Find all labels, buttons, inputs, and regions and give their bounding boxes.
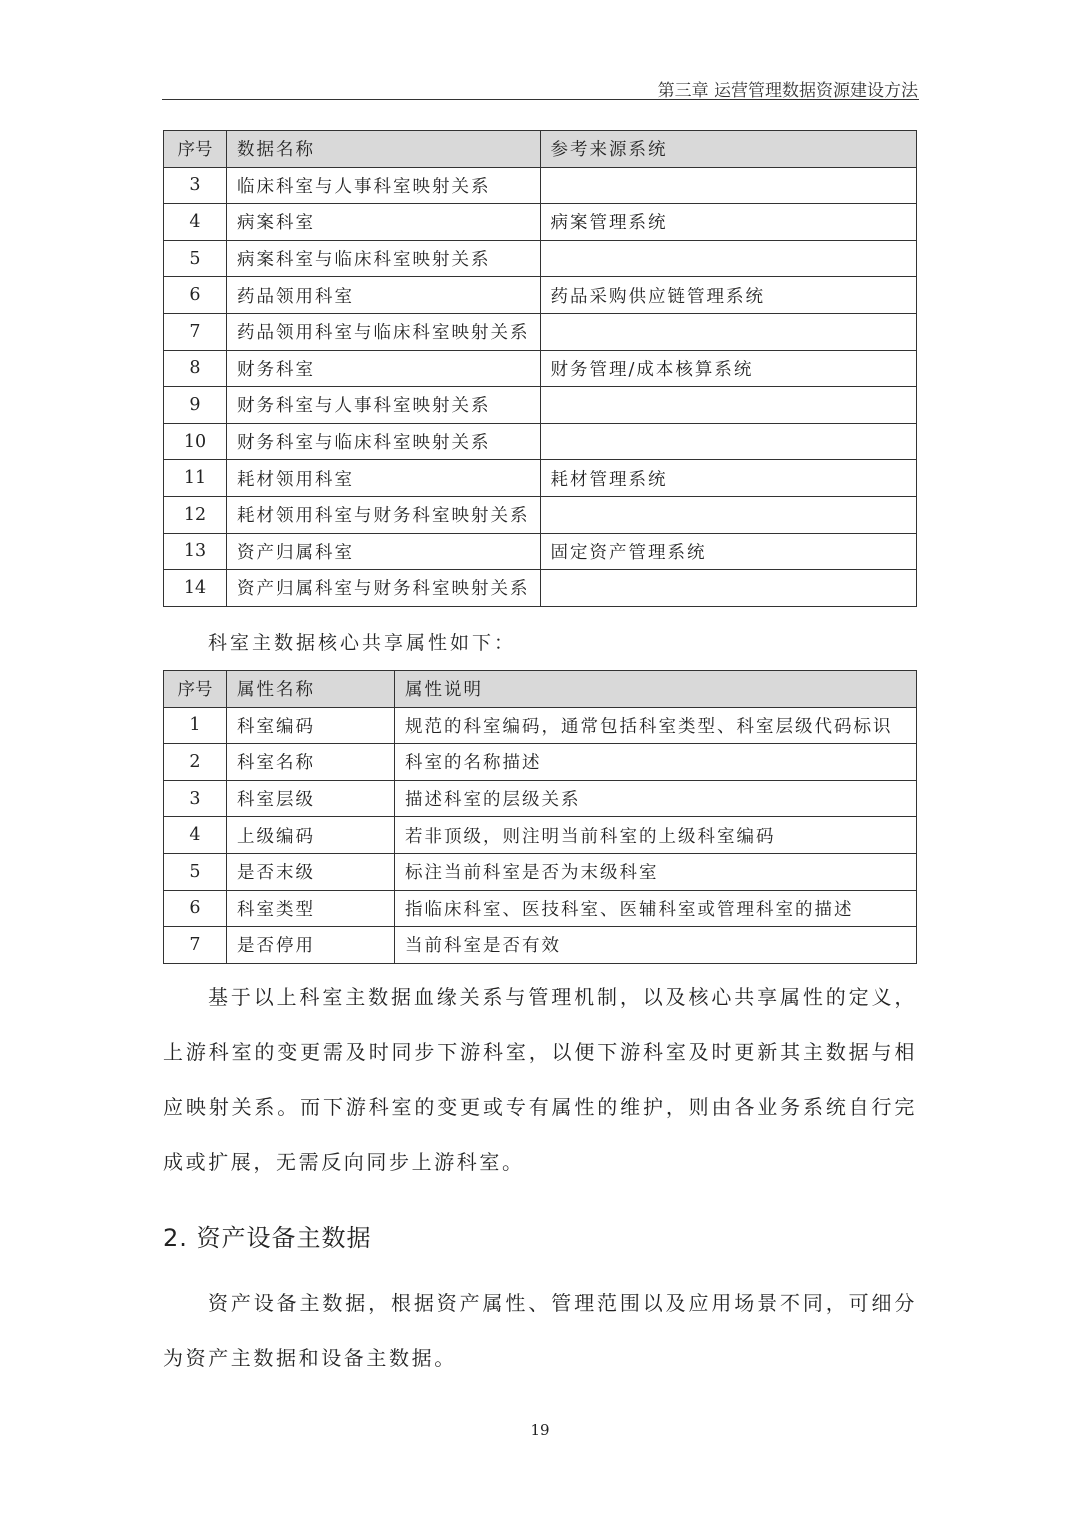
cell-data-name: 财务科室 xyxy=(227,350,541,387)
data-source-table xyxy=(163,130,917,607)
cell-index: 9 xyxy=(164,387,227,424)
cell-attribute-description: 若非顶级，则注明当前科室的上级科室编码 xyxy=(395,817,917,854)
cell-attribute-description: 标注当前科室是否为末级科室 xyxy=(395,853,917,890)
column-header-attribute-description: 属性说明 xyxy=(395,671,917,708)
attribute-table xyxy=(163,670,917,964)
data-source-table-body xyxy=(164,167,917,606)
cell-source-system: 病案管理系统 xyxy=(540,204,917,241)
cell-attribute-name: 是否停用 xyxy=(227,927,395,964)
cell-attribute-name: 是否末级 xyxy=(227,853,395,890)
cell-attribute-name: 科室编码 xyxy=(227,707,395,744)
table-row xyxy=(164,707,917,744)
cell-index: 6 xyxy=(164,277,227,314)
table-row xyxy=(164,927,917,964)
cell-index: 5 xyxy=(164,853,227,890)
cell-index: 7 xyxy=(164,313,227,350)
cell-index: 13 xyxy=(164,533,227,570)
attribute-table-body xyxy=(164,707,917,963)
cell-attribute-description: 规范的科室编码，通常包括科室类型、科室层级代码标识 xyxy=(395,707,917,744)
table-row xyxy=(164,313,917,350)
table-row xyxy=(164,570,917,607)
cell-data-name: 药品领用科室与临床科室映射关系 xyxy=(227,313,541,350)
section-heading: 2. 资产设备主数据 xyxy=(163,1224,372,1252)
cell-attribute-description: 当前科室是否有效 xyxy=(395,927,917,964)
cell-data-name: 临床科室与人事科室映射关系 xyxy=(227,167,541,204)
cell-index: 7 xyxy=(164,927,227,964)
column-header-source-system: 参考来源系统 xyxy=(540,131,917,168)
column-header-index: 序号 xyxy=(164,671,227,708)
cell-index: 12 xyxy=(164,496,227,533)
cell-attribute-name: 科室名称 xyxy=(227,744,395,781)
cell-index: 2 xyxy=(164,744,227,781)
cell-source-system: 药品采购供应链管理系统 xyxy=(540,277,917,314)
column-header-index: 序号 xyxy=(164,131,227,168)
cell-data-name: 耗材领用科室与财务科室映射关系 xyxy=(227,496,541,533)
cell-data-name: 耗材领用科室 xyxy=(227,460,541,497)
table-row xyxy=(164,167,917,204)
cell-source-system xyxy=(540,496,917,533)
column-header-data-name: 数据名称 xyxy=(227,131,541,168)
cell-index: 4 xyxy=(164,817,227,854)
table-header-row xyxy=(164,671,917,708)
cell-source-system xyxy=(540,313,917,350)
cell-data-name: 资产归属科室 xyxy=(227,533,541,570)
header-divider xyxy=(162,99,919,100)
body-paragraph-sync: 基于以上科室主数据血缘关系与管理机制，以及核心共享属性的定义，上游科室的变更需及时同步下游科室，以便下游科室及时更新其主数据与相应映射关系。而下游科室的变更或专有属性的维护，则由各业务系统自行完成或扩展，无需反向同步上游科室。 xyxy=(163,985,917,1174)
cell-index: 4 xyxy=(164,204,227,241)
cell-data-name: 财务科室与临床科室映射关系 xyxy=(227,423,541,460)
cell-attribute-description: 指临床科室、医技科室、医辅科室或管理科室的描述 xyxy=(395,890,917,927)
cell-index: 11 xyxy=(164,460,227,497)
cell-data-name: 病案科室 xyxy=(227,204,541,241)
column-header-attribute-name: 属性名称 xyxy=(227,671,395,708)
chapter-header-title: 第三章 运营管理数据资源建设方法 xyxy=(657,81,918,101)
table-row xyxy=(164,780,917,817)
table-row xyxy=(164,853,917,890)
cell-source-system xyxy=(540,570,917,607)
table-header-row xyxy=(164,131,917,168)
cell-data-name: 资产归属科室与财务科室映射关系 xyxy=(227,570,541,607)
cell-source-system xyxy=(540,387,917,424)
cell-source-system: 固定资产管理系统 xyxy=(540,533,917,570)
cell-index: 8 xyxy=(164,350,227,387)
cell-index: 1 xyxy=(164,707,227,744)
cell-index: 3 xyxy=(164,167,227,204)
cell-source-system: 财务管理/成本核算系统 xyxy=(540,350,917,387)
cell-attribute-name: 科室类型 xyxy=(227,890,395,927)
cell-source-system: 耗材管理系统 xyxy=(540,460,917,497)
cell-source-system xyxy=(540,240,917,277)
table-row xyxy=(164,496,917,533)
cell-data-name: 财务科室与人事科室映射关系 xyxy=(227,387,541,424)
table-row xyxy=(164,387,917,424)
cell-index: 3 xyxy=(164,780,227,817)
table-row xyxy=(164,817,917,854)
cell-index: 14 xyxy=(164,570,227,607)
page-number: 19 xyxy=(530,1421,550,1439)
cell-data-name: 病案科室与临床科室映射关系 xyxy=(227,240,541,277)
cell-attribute-description: 科室的名称描述 xyxy=(395,744,917,781)
table-row xyxy=(164,460,917,497)
cell-data-name: 药品领用科室 xyxy=(227,277,541,314)
cell-attribute-name: 上级编码 xyxy=(227,817,395,854)
table-row xyxy=(164,350,917,387)
table-row xyxy=(164,423,917,460)
cell-index: 5 xyxy=(164,240,227,277)
cell-source-system xyxy=(540,167,917,204)
table-row xyxy=(164,744,917,781)
table-row xyxy=(164,890,917,927)
cell-index: 6 xyxy=(164,890,227,927)
body-paragraph-asset: 资产设备主数据，根据资产属性、管理范围以及应用场景不同，可细分为资产主数据和设备主数据。 xyxy=(163,1291,917,1370)
cell-index: 10 xyxy=(164,423,227,460)
table-row xyxy=(164,240,917,277)
cell-source-system xyxy=(540,423,917,460)
table-row xyxy=(164,204,917,241)
table-row xyxy=(164,533,917,570)
cell-attribute-name: 科室层级 xyxy=(227,780,395,817)
cell-attribute-description: 描述科室的层级关系 xyxy=(395,780,917,817)
table-row xyxy=(164,277,917,314)
attributes-intro-text: 科室主数据核心共享属性如下： xyxy=(208,632,517,654)
